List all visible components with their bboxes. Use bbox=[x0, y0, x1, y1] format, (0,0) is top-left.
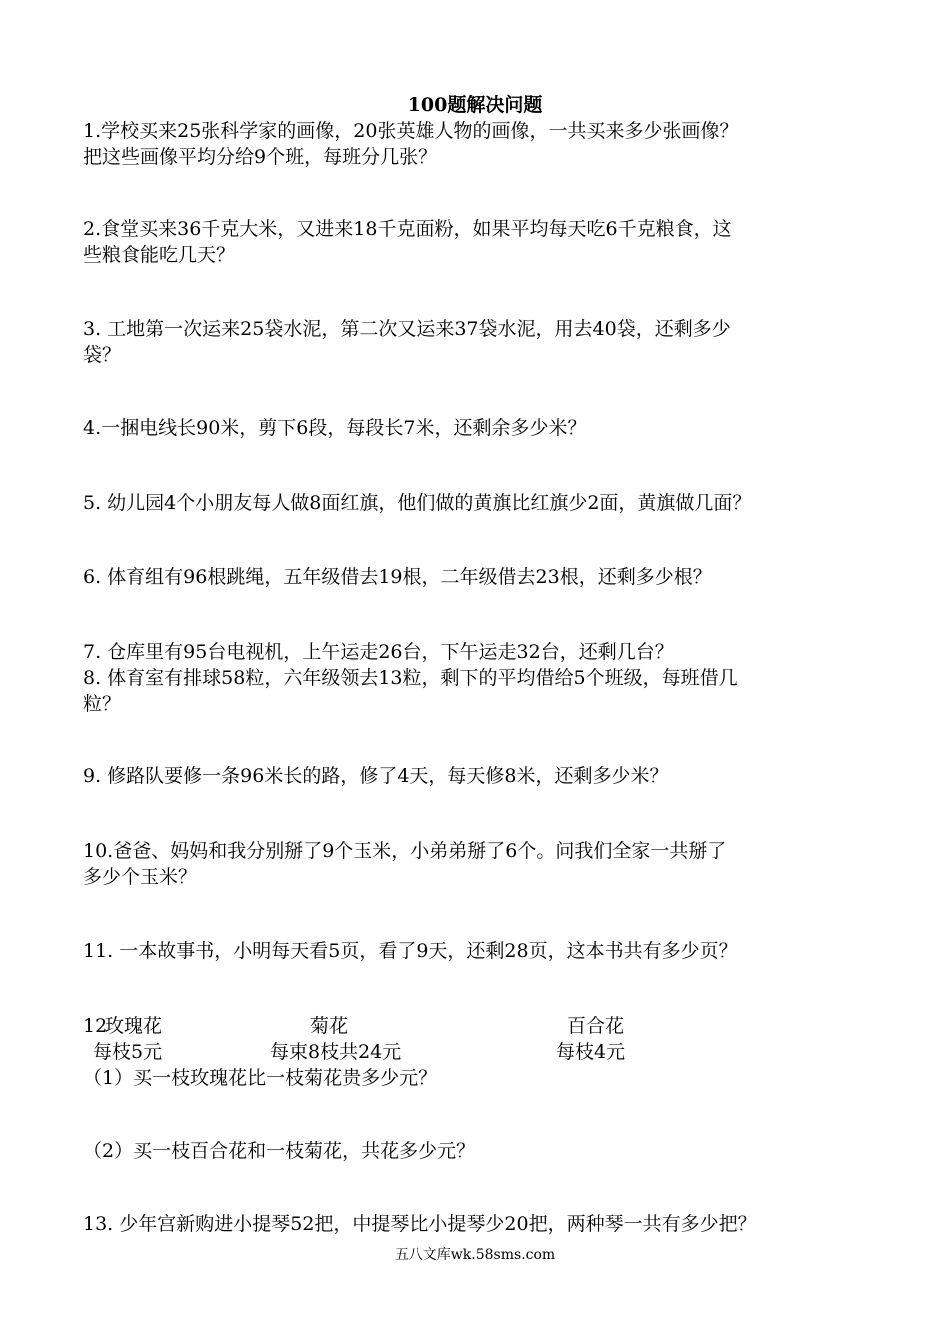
question-5: 5. 幼儿园4个小朋友每人做8面红旗，他们做的黄旗比红旗少2面，黄旗做几面？ bbox=[83, 492, 752, 514]
question-7: 7. 仓库里有95台电视机，上午运走26台，下午运走32台，还剩几台？ bbox=[83, 641, 674, 663]
question-1-line-1: 1.学校买来25张科学家的画像，20张英雄人物的画像，一共买来多少张画像？ bbox=[83, 120, 739, 142]
footer-watermark: 五八文库wk.58sms.com bbox=[394, 1247, 556, 1263]
question-12-item-1-name: 玫瑰花 bbox=[105, 1015, 163, 1037]
question-1-line-2: 把这些画像平均分给9个班，每班分几张？ bbox=[83, 146, 438, 168]
question-13: 13. 少年宫新购进小提琴52把，中提琴比小提琴少20把，两种琴一共有多少把？ bbox=[83, 1213, 757, 1235]
question-12-label: 12 bbox=[83, 1015, 108, 1037]
question-12-item-2-price: 每束8枝共24元 bbox=[270, 1041, 402, 1063]
question-9: 9. 修路队要修一条96米长的路，修了4天，每天修8米，还剩多少米？ bbox=[83, 765, 669, 787]
question-2-line-1: 2.食堂买来36千克大米，又进来18千克面粉，如果平均每天吃6千克粮食，这 bbox=[83, 218, 732, 240]
question-12-item-3-price: 每枝4元 bbox=[556, 1041, 626, 1063]
question-12-item-2-name: 菊花 bbox=[310, 1015, 349, 1037]
question-3-line-2: 袋？ bbox=[83, 344, 122, 366]
question-6: 6. 体育组有96根跳绳，五年级借去19根，二年级借去23根，还剩多少根？ bbox=[83, 566, 712, 588]
question-12-sub-2: （2）买一枝百合花和一枝菊花，共花多少元？ bbox=[83, 1140, 476, 1162]
question-11: 11. 一本故事书，小明每天看5页，看了9天，还剩28页，这本书共有多少页？ bbox=[83, 940, 738, 962]
question-3-line-1: 3. 工地第一次运来25袋水泥，第二次又运来37袋水泥，用去40袋，还剩多少 bbox=[83, 318, 731, 340]
question-8-line-2: 粒？ bbox=[83, 693, 122, 715]
question-2-line-2: 些粮食能吃几天？ bbox=[83, 244, 236, 266]
question-12-sub-1: （1）买一枝玫瑰花比一枝菊花贵多少元？ bbox=[83, 1067, 438, 1089]
question-12-item-3-name: 百合花 bbox=[567, 1015, 625, 1037]
question-8-line-1: 8. 体育室有排球58粒，六年级领去13粒，剩下的平均借给5个班级，每班借几 bbox=[83, 667, 738, 689]
question-4: 4.一捆电线长90米，剪下6段，每段长7米，还剩余多少米？ bbox=[83, 417, 587, 439]
question-12-item-1-price: 每枝5元 bbox=[93, 1041, 163, 1063]
question-10-line-2: 多少个玉米？ bbox=[83, 866, 198, 888]
document-title: 100题解决问题 bbox=[407, 94, 543, 116]
question-10-line-1: 10.爸爸、妈妈和我分别掰了9个玉米，小弟弟掰了6个。问我们全家一共掰了 bbox=[83, 840, 727, 862]
